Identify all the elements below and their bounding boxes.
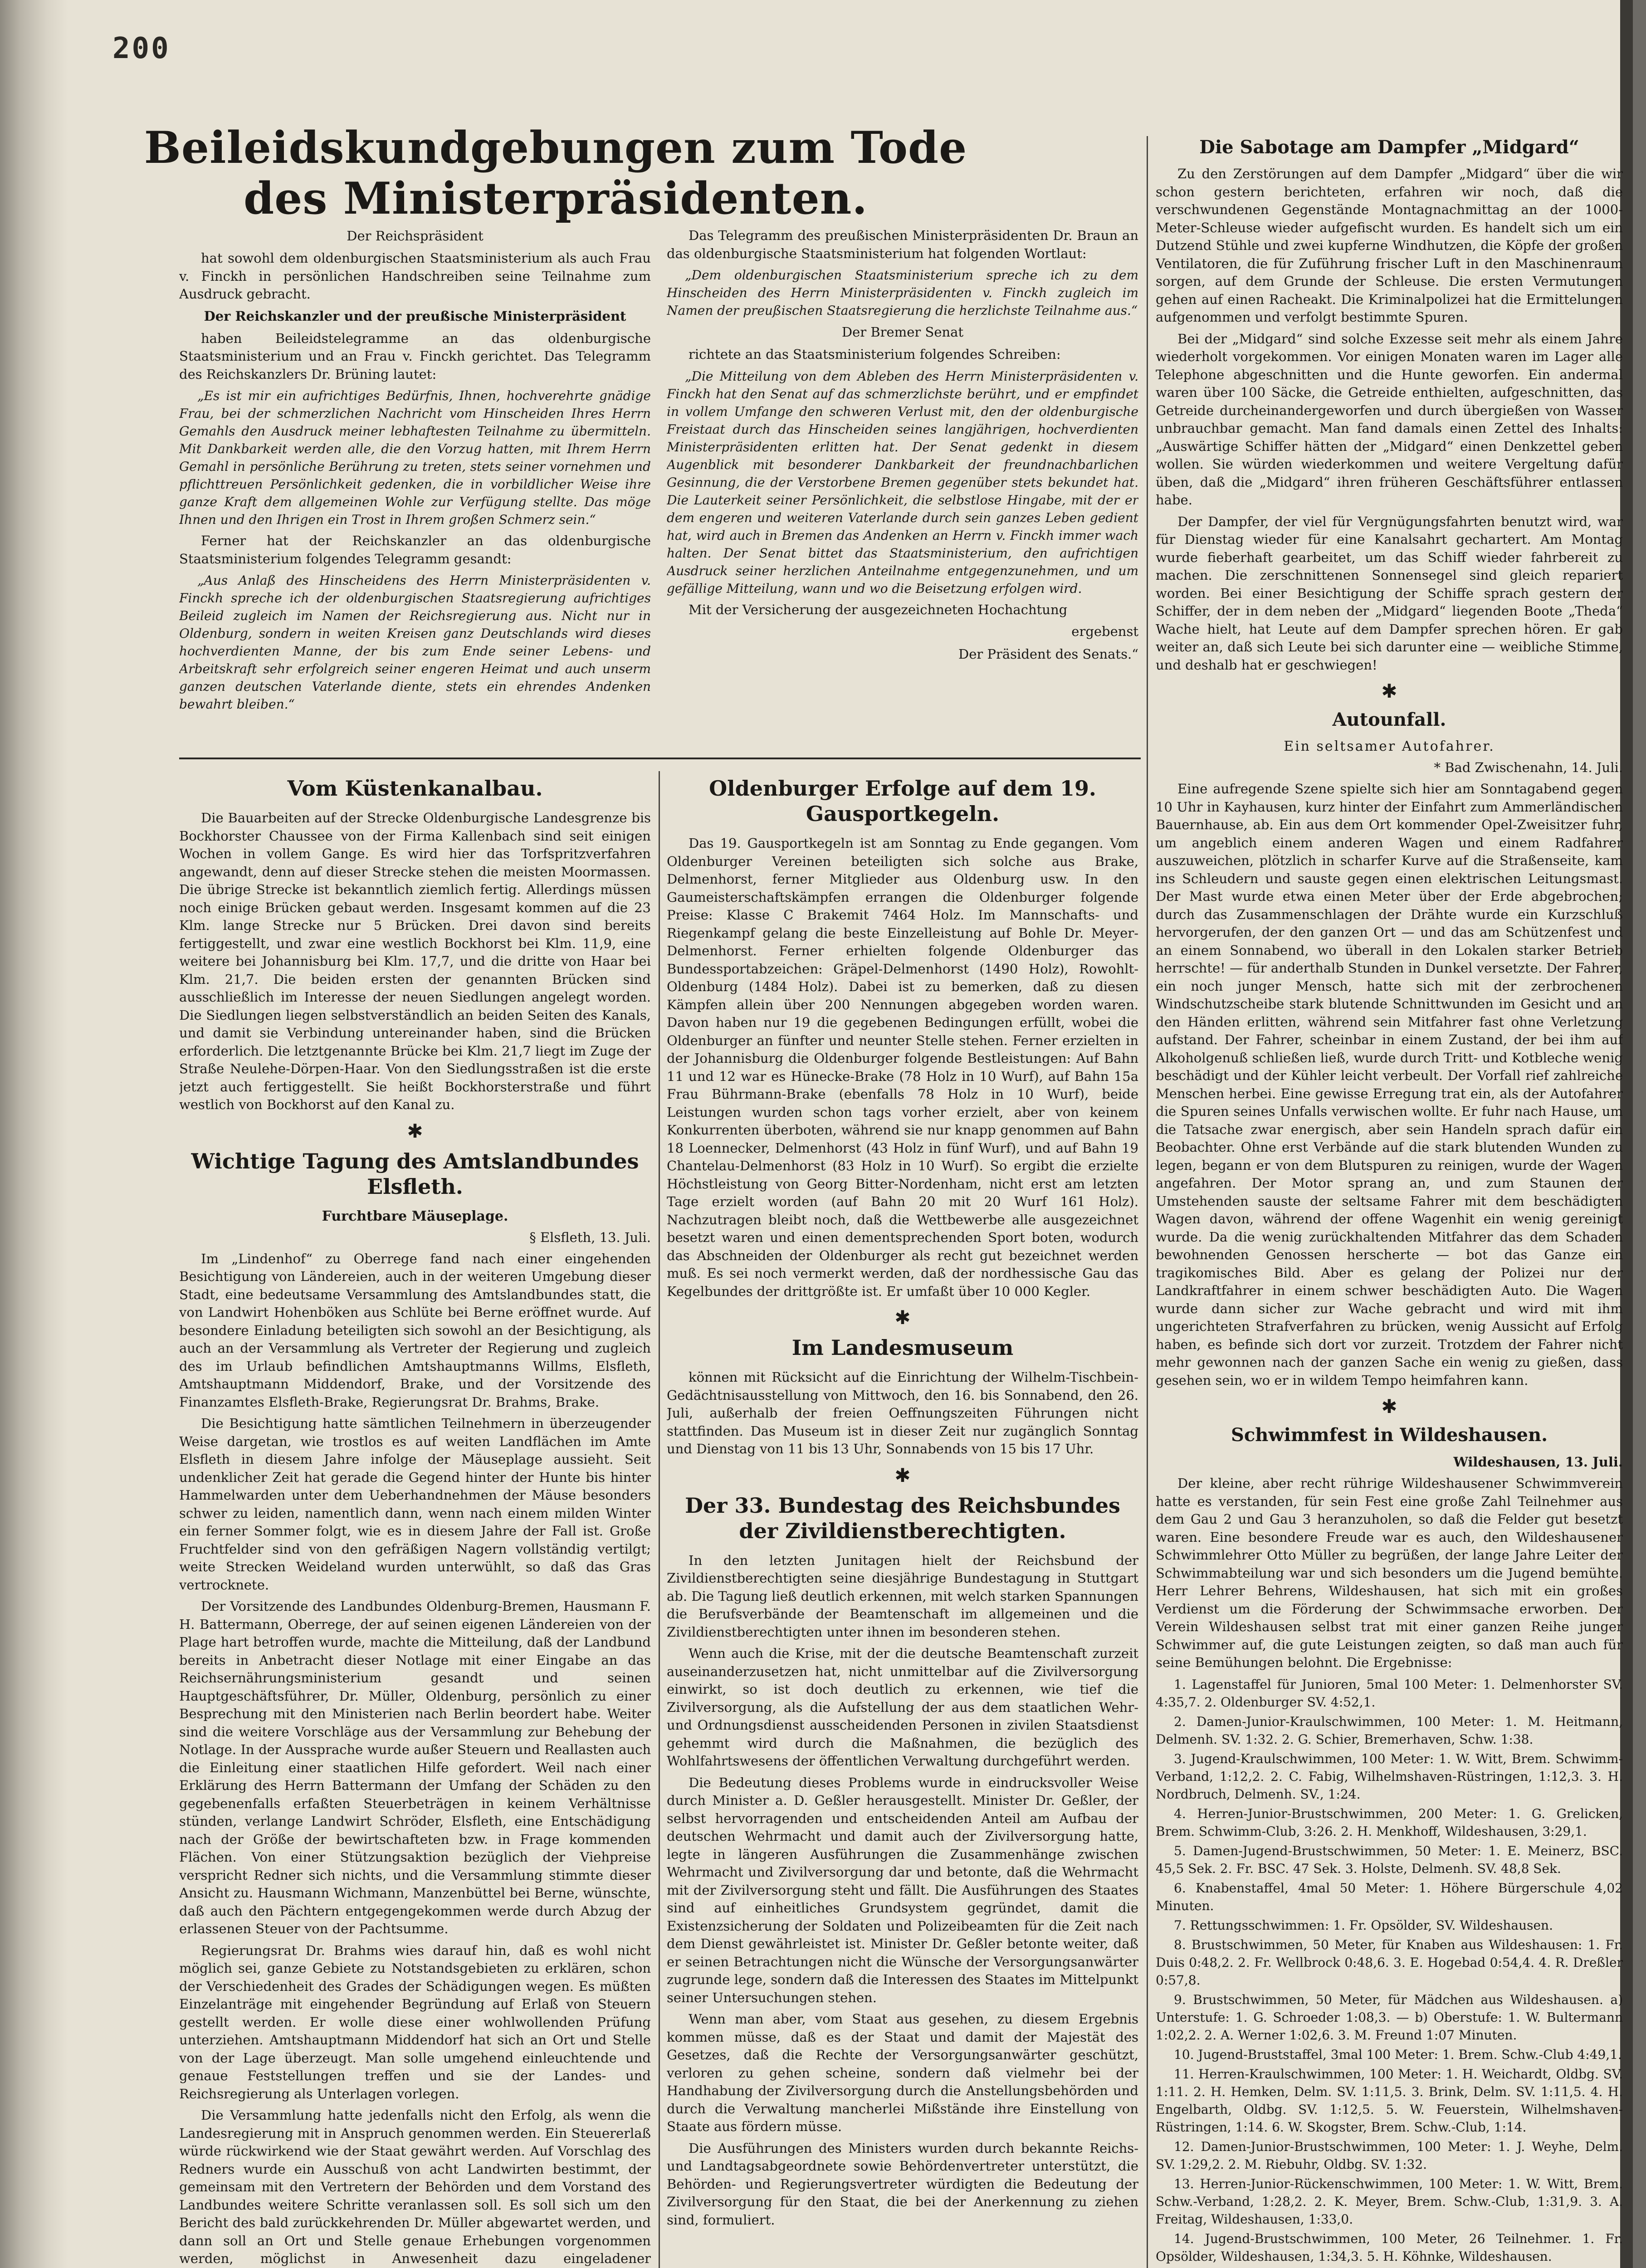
condolence-middle-column [667,227,1138,753]
headline-gausport: Oldenburger Erfolge auf dem 19. Gausportkegeln. [709,776,1096,826]
paragraph: haben Beileidstelegramme an das oldenburgische Staatsministerium und an Frau v. Finckh gerichtet. Das Telegramm des Reichskanzlers Dr. Brüning lautet: [179,330,651,382]
paragraph: Die Bedeutung dieses Problems wurde in eindrucksvoller Weise durch Minister a. D. Geßler herausgestellt. Minister Dr. Geßler, der selbst hervorragenden und entscheidenden Anteil am Aufbau der deutschen Wehrmacht und damit auch der Zivilversorgung hatte, legte in längeren Ausführungen die Zusammenhänge zwischen Wehrmacht und Zivilversorgung dar und betonte, daß die Wehrmacht mit der Zivilversorgung steht und fällt. Die Ausführungen des Staates sind auf einheitliches Grundsystem gegründet, damit die Existenzsicherung der Soldaten und Polizeibeamten für die Zeit nach dem Dienst gewährleistet ist. Minister Dr. Geßler betonte weiter, daß er seinen Betrachtungen nicht die Wünsche der Versorgungsanwärter zugrunde lege, sondern daß die Interessen des Staates im Mittelpunkt seiner Untersuchungen stehen. [667,1774,1138,2005]
condolence-left-column [179,227,651,753]
subheadline: Furchtbare Mäuseplage. [322,1208,508,1224]
paragraph: Das 19. Gausportkegeln ist am Sonntag zu Ende gegangen. Vom Oldenburger Vereinen beteiligten sich solche aus Brake, Delmenhorst, ferner Mitglieder aus Oldenburg usw. In den Gaumeisterschaftskämpfen errangen die Oldenburger folgende Preise: Klasse C Brakemit 7464 Holz. Im Mannschafts- und Riegenkampf gelang die beste Einzelleistung auf Bohle Dr. Meyer-Delmenhorst. Ferner erhielten folgende Oldenburger das Bundessportabzeichen: Gräpel-Delmenhorst (1490 Holz), Rowohlt-Oldenburg (1484 Holz). Dabei ist zu bemerken, daß zu diesen Kämpfen allein über 200 Nennungen abgegeben worden waren. Davon haben nur 19 die gegebenen Bedingungen erfüllt, wobei die Oldenburger an fünfter und neunter Stelle stehen. Ferner erzielten in der Johannisburg die Oldenburger folgende Bestleistungen: Auf Bahn 11 und 12 war es Hünecke-Brake (78 Holz in 10 Wurf), auf Bahn 15a Frau Bührmann-Brake (ebenfalls 78 Holz in 10 Wurf), beide Leistungen wurden schon tags vorher erzielt, aber von keinem Konkurrenten überboten, während sie nur knapp genommen auf Bahn 18 Loennecker, Delmenhorst (43 Holz in fünf Wurf), und auf Bahn 19 Chantelau-Delmenhorst (83 Holz in 10 Wurf). So ergibt die erzielte Höchstleistung von Georg Bitter-Nordenham, nicht erst am letzten Tage erzielt worden (auf Bahn 20 mit 20 Wurf 161 Holz). Nachzutragen bleibt noch, daß die Wettbewerbe alle ausgezeichnet besetzt waren und einen dementsprechenden Sport boten, wodurch das Abschneiden der Oldenburger als recht gut bezeichnet werden muß. Es sei noch vermerkt werden, daß der nordhessische Gau das Kegelbundes der drittgrößte ist. Er umfaßt über 10 000 Kegler. [667,836,1138,1299]
headline-kuestenkanal: Vom Küstenkanalbau. [287,776,543,801]
result-item: 10. Jugend-Bruststaffel, 3mal 100 Meter: 1. Brem. Schw.-Club 4:49,1. [1174,2047,1622,2062]
separator-star: ✱ [894,1306,911,1329]
results-list [1156,1676,1623,2268]
headline-schwimmfest: Schwimmfest in Wildeshausen. [1231,1424,1548,1446]
paragraph: Ferner hat der Reichskanzler an das oldenburgische Staatsministerium folgendes Telegramm gesandt: [179,533,651,567]
horizontal-rule [179,758,1141,759]
paragraph: Regierungsrat Dr. Brahms wies darauf hin, daß es wohl nicht möglich sei, ganze Gebiete zu Notstandsgebieten zu erklären, schon der Verschiedenheit des Grades der Schädigungen wegen. Es müßten Einzelanträge mit eingehender Begründung auf Erlaß von Steuern gestellt werden. Er wolle diese einer wohlwollenden Prüfung unterziehen. Amtshauptmann Middendorf hat sich an Ort und Stelle von der Lage überzeugt. Man solle umgehend einleuchtende und genaue Feststellungen treffen und sie der Landes- und Reichsregierung als Unterlagen vorlegen. [179,1942,651,2102]
paragraph: In den letzten Junitagen hielt der Reichsbund der Zivildienstberechtigten seine diesjährige Bundestagung in Stuttgart ab. Die Tagung ließ deutlich erkennen, mit welch starken Spannungen die Berufsverbände der Beamtenschaft im allgemeinen und die Zivildienstberechtigten unter ihnen im besonderen stehen. [667,1552,1138,1640]
headline-midgard: Die Sabotage am Dampfer „Midgard“ [1199,137,1579,158]
right-column [1156,136,1623,2268]
paragraph: können mit Rücksicht auf die Einrichtung der Wilhelm-Tischbein-Gedächtnisausstellung von Mittwoch, den 16. bis Sonnabend, den 26. Juli, außerhalb der freien Oeffnungszeiten Führungen nicht stattfinden. Das Museum ist in dieser Zeit nur zugänglich Sonntag und Dienstag von 11 bis 13 Uhr, Sonnabends von 15 bis 17 Uhr. [667,1369,1138,1457]
headline-landesmuseum: Im Landesmuseum [791,1335,1014,1360]
separator-star: ✱ [1381,680,1397,702]
paragraph: richtete an das Staatsministerium folgendes Schreiben: [689,347,1061,362]
paragraph: Wenn auch die Krise, mit der die deutsche Beamtenschaft zurzeit auseinanderzusetzen hat, nicht unmittelbar auf die Zivilversorgung einwirkt, so ist doch deutlich zu erkennen, wie tief die Zivilversorgung, als die Aufstellung der aus dem staatlichen Wehr- und Ordnungsdienst ausscheidenden Personen in zivilen Staatsdienst gehemmt wird durch die Maßnahmen, die bezüglich des Wohlfahrtswesens der öffentlichen Verwaltung durchgeführt werden. [667,1646,1138,1769]
paragraph: Der Dampfer, der viel für Vergnügungsfahrten benutzt wird, war für Dienstag wieder für eine Kanalsahrt gechartert. Am Montag wurde fieberhaft gearbeitet, um das Schiff wieder fahrbereit zu machen. Die zerschnittenen Sonnensegel sind gleich repariert worden. Bei einer Besichtigung der Schiffe sprach gestern der Schiffer, der in dem neben der „Midgard“ liegenden Boote „Theda“ Wache hielt, hat Leute auf dem Dampfer sprechen hören. Er gab weiter an, daß sich Leute bei sich darunter eine — weibliche Stimme, und deshalb hat er geschwiegen! [1156,513,1623,673]
dateline: * Bad Zwischenahn, 14. Juli. [1434,760,1623,775]
result-item: 11. Herren-Kraulschwimmen, 100 Meter: 1. H. Weichardt, Oldbg. SV. 1:11. 2. H. Hemken, Delm. SV. 1:11,5. 3. Brink, Delm. SV. 1:11,5. 4. H. Engelbarth, Oldbg. SV. 1:12,5. 5. W. Feuerstein, Wilhelmshaven-Rüstringen, 1:14. 6. W. Skogster, Brem. Schw.-Club, 1:14. [1156,2066,1623,2135]
paragraph: Bei der „Midgard“ sind solche Exzesse seit mehr als einem Jahre wiederholt vorgekommen. Vor einigen Monaten waren im Lager alle Telephone abgeschnitten und die Hunte geworfen. Ein andermal waren über 100 Säcke, die Getreide enthielten, aufgeschnitten, das Getreide durcheinandergeworfen und durch übergießen von Wasser unbrauchbar gemacht. Man fand damals einen Zettel des Inhalts: „Auswärtige Schiffer hätten der „Midgard“ einen Denkzettel geben wollen. Sie würden wiederkommen und weitere Vergeltung dafür üben, daß die „Midgard“ ihren früheren Geschäftsführer entlassen habe. [1156,331,1623,508]
quote: „Es ist mir ein aufrichtiges Bedürfnis, Ihnen, hochverehrte gnädige Frau, bei der schmerzlichen Nachricht vom Hinscheiden Ihres Herrn Gemahls den Ausdruck meiner lebhaftesten Teilnahme zu übermitteln. Mit Dankbarkeit werden alle, die den Vorzug hatten, mit Ihrem Herrn Gemahl in persönliche Berührung zu treten, stets seiner vornehmen und pflichttreuen Persönlichkeit gedenken, die in vorbildlicher Weise ihre ganze Kraft dem allgemeinen Wohle zur Verfügung stellte. Das möge Ihnen und den Ihrigen ein Trost in Ihrem großen Schmerz sein.“ [179,388,651,527]
main-headline: Beileidskundgebungen zum Tode des Ministerpräsidenten. [144,122,967,224]
result-item: 7. Rettungsschwimmen: 1. Fr. Opsölder, SV. Wildeshausen. [1174,1917,1553,1933]
result-item: 8. Brustschwimmen, 50 Meter, für Knaben aus Wildeshausen: 1. Fr. Duis 0:48,2. 2. Fr. Wellbrock 0:48,6. 3. E. Hogebad 0:54,4. 4. R. Dreßler 0:57,8. [1156,1937,1623,1988]
separator-star: ✱ [1381,1395,1397,1418]
column-rule [1147,136,1148,2268]
quote: „Aus Anlaß des Hinscheidens des Herrn Ministerpräsidenten v. Finckh spreche ich der oldenburgischen Staatsregierung aufrichtiges Beileid zugleich im Namen der Reichsregierung aus. Nicht nur in Oldenburg, sondern in weiten Kreisen ganz Deutschlands wird dieses hochverdienten Manne, der bis zum Ende seiner Lebens- und Arbeitskraft sehr erfolgreich seiner engeren Heimat und auch unserm ganzen deutschen Vaterlande diente, stets ein ehrendes Andenken bewahrt bleiben.“ [179,573,651,712]
result-item: 2. Damen-Junior-Kraulschwimmen, 100 Meter: 1. M. Heitmann, Delmenh. SV. 1:32. 2. G. Schier, Bremerhaven, Schw. 1:38. [1156,1714,1623,1747]
closing: ergebenst [1071,624,1138,639]
subheadline: Ein seltsamer Autofahrer. [1284,738,1495,754]
result-item: 6. Knabenstaffel, 4mal 50 Meter: 1. Höhere Bürgerschule 4,02 Minuten. [1156,1880,1623,1913]
quote: „Die Mitteilung von dem Ableben des Herrn Ministerpräsidenten v. Finckh hat den Senat auf das schmerzlichste berührt, und er empfindet in vollem Umfange den schweren Verlust mit, den der oldenburgische Freistaat durch das Hinscheiden seines langjährigen, hochverdienten Ministerpräsidenten erlitten hat. Der Senat gedenkt in diesem Augenblick mit besonderer Dankbarkeit der freundnachbarlichen Gesinnung, die der Verstorbene Bremen gegenüber stets bekundet hat. Die Lauterkeit seiner Persönlichkeit, die selbstlose Hingabe, mit der er dem engeren und weiteren Vaterlande durch sein ganzes Leben gedient hat, wird auch in Bremen das Andenken an Herrn v. Finckh immer wach halten. Der Senat bittet das Staatsministerium, den aufrichtigen Ausdruck seiner herzlichen Anteilnahme entgegenzunehmen, und um gefällige Mitteilung, wann und wo die Beisetzung erfolgen wird. [667,368,1138,596]
paragraph: Zu den Zerstörungen auf dem Dampfer „Midgard“ über die wir schon gestern berichteten, erfahren wir noch, daß die verschwundenen Gegenstände Montagnachmittag an der 1000-Meter-Schleuse wieder aufgefischt wurden. Es handelt sich um ein Dutzend Stühle und zwei kupferne Windhutzen, die Köpfe der großen Ventilatoren, die für Zuführung frischer Luft in den Maschinenraum sorgen, auf dem Grunde der Schleuse. Die ersten Vermutungen gehen auf einen Racheakt. Die Kriminalpolizei hat die Ermittelungen aufgenommen und verfolgt bestimmte Spuren. [1156,166,1623,325]
section-head: Der Reichspräsident [347,228,484,244]
paragraph: Wenn man aber, vom Staat aus gesehen, zu diesem Ergebnis kommen müsse, daß es der Staat und damit der Majestät des Gesetzes, daß die Rechte der Versorgungsanwärter geschützt, verloren zu gehen scheine, sondern daß vielmehr bei der Handhabung der Zivilversorgung durch die Anstellungsbehörden und durch die Verwaltung mancherlei Mißstände ihre Einstellung von Staate aus fördern müsse. [667,2011,1138,2134]
headline-bundestag: Der 33. Bundestag des Reichsbundes der Zivildienstberechtigten. [685,1493,1120,1543]
signature: Der Präsident des Senats.“ [958,646,1138,662]
result-item: 4. Herren-Junior-Brustschwimmen, 200 Meter: 1. G. Grelicken, Brem. Schwimm-Club, 3:26. 2. H. Menkhoff, Wildeshausen, 3:29,1. [1156,1806,1623,1839]
dateline: Wildeshausen, 13. Juli. [1453,1454,1623,1470]
column-rule [659,771,660,2268]
left-column [179,776,651,2268]
result-item: 1. Lagenstaffel für Junioren, 5mal 100 Meter: 1. Delmenhorster SV. 4:35,7. 2. Oldenburger SV. 4:52,1. [1156,1677,1623,1710]
result-item: 5. Damen-Jugend-Brustschwimmen, 50 Meter: 1. E. Meinerz, BSC. 45,5 Sek. 2. Fr. BSC. 47 Sek. 3. Holste, Delmenh. SV. 48,8 Sek. [1156,1843,1623,1876]
paragraph: Die Versammlung hatte jedenfalls nicht den Erfolg, als wenn die Landesregierung mit in Anspruch genommen werden. Ein Steuererlaß würde rückwirkend wie der Staat gewährt werden. Auf Vorschlag des Redners wurde ein Ausschuß von acht Landwirten bestimmt, der gemeinsam mit den Vertretern der Behörden und dem Vorstand des Landbundes weitere Schritte veranlassen soll. Es soll sich um den Bericht des bald zurückkehrenden Dr. Müller abgewartet werden, und dann soll an Ort und Stelle genaue Erhebungen vorgenommen werden, möglichst in Anwesenheit dazu eingeladener [179,2107,651,2266]
paragraph: Die Besichtigung hatte sämtlichen Teilnehmern in überzeugender Weise dargetan, wie trostlos es auf weiten Landflächen im Amte Elsfleth in diesem Jahre infolge der Mäuseplage aussieht. Seit undenklicher Zeit hat gerade die Gegend hinter der Hunte bis hinter Hammelwarden unter dem Ueberhandnehmen der Mäuse besonders schwer zu leiden, namentlich dann, wenn nach einem milden Winter ein ferner Sommer folgt, wie es in diesem Jahre der Fall ist. Große Fruchtfelder sind von den gefräßigen Nagern vollständig vertilgt; weite Strecken Weideland wurden unterwühlt, so daß das Gras vertrocknete. [179,1416,651,1593]
paragraph: Der kleine, aber recht rührige Wildeshausener Schwimmverein hatte es verstanden, für sein Fest eine große Zahl Teilnehmer aus dem Gau 2 und Gau 3 heranzuholen, so daß die Felder gut besetzt waren. Eine besondere Freude war es auch, den Wildeshausener Schwimmlehrer Otto Müller zu begrüßen, der lange Jahre Leiter der Schwimmabteilung war und sich besonders um die Jugend bemühte. Herr Lehrer Behrens, Wildeshausen, hat sich mit ein großes Verdienst um die Förderung der Schwimmsache erworben. Der Verein Wildeshausen selbst trat mit einer ganzen Reihe junger Schwimmer auf, die gute Leistungen zeigten, so daß man auch für seine Bemühungen belohnt. Die Ergebnisse: [1156,1476,1623,1670]
section-head: Der Reichskanzler und der preußische Ministerpräsident [204,308,626,324]
headline-amtslandbund: Wichtige Tagung des Amtslandbundes Elsfleth. [191,1149,639,1199]
quote: „Dem oldenburgischen Staatsministerium spreche ich zu dem Hinscheiden des Herrn Ministerpräsidenten v. Finckh zugleich im Namen der preußischen Staatsregierung die herzlichste Teilnahme aus.“ [667,268,1138,318]
section-head: Der Bremer Senat [841,324,964,340]
middle-column [667,776,1138,2268]
dateline: § Elsfleth, 13. Juli. [529,1229,651,1245]
separator-star: ✱ [894,1464,911,1486]
paragraph: Eine aufregende Szene spielte sich hier am Sonntagabend gegen 10 Uhr in Kayhausen, kurz hinter der Einfahrt zum Ammerländischen Bauernhause, ab. Ein aus dem Ort kommender Opel-Zweisitzer fuhr, um angeblich einem anderen Wagen und einem Radfahrer auszuweichen, plötzlich in scharfer Kurve auf die Straßenseite, kam ins Schleudern und sauste gegen einen elektrischen Leitungsmast. Der Mast wurde etwa einen Meter über der Erde abgebrochen; durch das Zusammenschlagen der Drähte wurde ein Kurzschluß hervorgerufen, der den ganzen Ort — und das am Schützenfest und an einem Sonnabend, wo überall in den Lokalen starker Betrieb herrschte! — für anderthalb Stunden in Dunkel versetzte. Der Fahrer, ein noch junger Mensch, hatte sich mit der zerbrochenen Windschutzscheibe stark blutende Schnittwunden im Gesicht und an den Händen erlitten, während sein Mitfahrer fast ohne Verletzung aufstand. Der Fahrer, scheinbar in einem Zustand, der bei ihm auf Alkoholgenuß schließen ließ, wurde durch Tritt- und Kotbleche wenig beschädigt und der Kühler leicht verbeult. Der Vorfall rief zahlreiche Menschen herbei. Eine gewisse Erregung trat ein, als der Autofahrer die Spuren seines Unfalls verwischen wollte. Er fuhr nach Hause, um die Tatsache zwar energisch, aber sein Handeln sprach dafür ein Beobachter. Ohne erst Verbände auf die stark blutenden Wunden zu legen, begann er von dem Blutspuren zu reinigen, wurde der Wagen angefahren. Der Motor sprang an, und zum Staunen der Umstehenden sauste der seltsame Fahrer mit dem beschädigten Wagen davon, während der offene Wagenhit ein wenig gereinigt wurde. Da die wenig zurückhaltenden Mitfahrer das dem Schaden bewohnenden Genossen herscherte — bot das Ganze ein tragikomisches Bild. Aber es gelang der Polizei nur der Landkraftfahrer in einem schwer beschädigten Auto. Die Wagen wurde dann sicher zur Wache gebracht und wird mit ihm ungerichteten Strafverfahren zu brücken, wenig Aussicht auf Erfolg haben, es befinde sich dort vor zurzeit. Trotzdem der Fahrer nicht mehr gewonnen nach der ganzen Sache ein wenig zu gießen, dass gesehen sein, wo er in wildem Tempo heimfahren kann. [1156,781,1623,1388]
paragraph: Die Ausführungen des Ministers wurden durch bekannte Reichs- und Landtagsabgeordnete sowie Behördenvertreter unterstützt, die Behörden- und Regierungsvertreter würdigten die Bedeutung der Zivilversorgung für den Staat, die bei der Anerkennung zu ziehen sind, formuliert. [667,2140,1138,2228]
page-number: 200 [112,32,171,65]
paragraph: hat sowohl dem oldenburgischen Staatsministerium als auch Frau v. Finckh in persönlichen Handschreiben seine Teilnahme zum Ausdruck gebracht. [179,250,651,302]
separator-star: ✱ [407,1119,423,1142]
result-item: 14. Jugend-Brustschwimmen, 100 Meter, 26 Teilnehmer. 1. Fr. Opsölder, Wildeshausen, 1:34,3. 5. H. Köhnke, Wildeshausen. [1156,2231,1623,2264]
result-item: 3. Jugend-Kraulschwimmen, 100 Meter: 1. W. Witt, Brem. Schwimm-Verband, 1:12,2. 2. C. Fabig, Wilhelmshaven-Rüstringen, 1:12,3. 3. H. Nordbruch, Delmenh. SV., 1:24. [1156,1751,1623,1802]
result-item: 13. Herren-Junior-Rückenschwimmen, 100 Meter: 1. W. Witt, Brem. Schw.-Verband, 1:28,2. 2. K. Meyer, Brem. Schw.-Club, 1:31,9. 3. A. Freitag, Wildeshausen, 1:33,0. [1156,2176,1623,2227]
paragraph: Die Bauarbeiten auf der Strecke Oldenburgische Landesgrenze bis Bockhorster Chaussee von der Firma Kallenbach sind seit einigen Wochen in vollem Gange. Es wird hier das Torfspritzverfahren angewandt, denn auf dieser Strecke stehen die meisten Moormassen. Die übrige Strecke ist bekanntlich ziemlich fertig. Allerdings müssen noch einige Brücken gebaut werden. Insgesamt kommen auf die 23 Klm. lange Strecke nur 5 Brücken. Drei davon sind bereits fertiggestellt, und zwar eine westlich Bockhorst bei Klm. 11,9, eine weitere bei Johannisburg bei Klm. 17,7, und die dritte von Haar bei Klm. 21,7. Die beiden ersten der genannten Brücken sind ausschließlich im Interesse der neuen Siedlungen angelegt worden. Die Siedlungen liegen selbstverständlich an beiden Seiten des Kanals, und damit sie Verbindung untereinander haben, sind die Brücken erforderlich. Die letztgenannte Brücke bei Klm. 21,7 liegt im Zuge der Straße Neulehe-Dörpen-Haar. Von den Siedlungsstraßen ist die erste jetzt auch fertiggestellt. Sie heißt Bockhorsterstraße und führt westlich von Bockhorst auf den Kanal zu. [179,810,651,1112]
result-item: 12. Damen-Junior-Brustschwimmen, 100 Meter: 1. J. Weyhe, Delm. SV. 1:29,2. 2. M. Riebuhr, Oldbg. SV. 1:32. [1156,2139,1623,2172]
paragraph: Das Telegramm des preußischen Ministerpräsidenten Dr. Braun an das oldenburgische Staatsministerium hat folgenden Wortlaut: [667,228,1138,261]
paragraph: Der Vorsitzende des Landbundes Oldenburg-Bremen, Hausmann F. H. Battermann, Oberrege, der auf seinen eigenen Ländereien von der Plage hart betroffen wurde, machte die Mitteilung, daß der Landbund bereits in Anbetracht dieser Notlage mit einer Eingabe an das Reichsernährungsministerium gesandt und seinen Hauptgeschäftsführer, Dr. Müller, Oldenburg, persönlich zu einer Besprechung mit den Ministerien nach Berlin beordert habe. Weiter sind die weitere Vorschläge aus der Versammlung zur Behebung der Notlage. In der Aussprache wurde außer Steuern und Reallasten auch die Einleitung einer staatlichen Hilfe gefordert. Weil nach einer Erklärung des Herrn Battermann der Umfang der Schäden zu den gegebenenfalls erfaßten Steuerbeträgen in keinem Verhältnisse stünden, verlange Landwirt Schröder, Elsfleth, eine Entschädigung nach der Größe der bewirtschafteten bzw. in Frage kommenden Flächen. Von einer Stützungsaktion bezüglich der Viehpreise verspricht Redner sich nichts, und die Versammlung stimmte dieser Ansicht zu. Hausmann Wichmann, Manzenbüttel bei Berne, wünschte, daß auch den Pächtern entgegengekommen werde durch Abzug der erlassenen Steuer von der Pachtsumme. [179,1598,651,1936]
result-item: 9. Brustschwimmen, 50 Meter, für Mädchen aus Wildeshausen. a) Unterstufe: 1. G. Schroeder 1:08,3. — b) Oberstufe: 1. W. Bultermann 1:02,2. 2. A. Werner 1:02,6. 3. M. Freund 1:07 Minuten. [1156,1992,1623,2043]
page-binding-shadow [0,0,68,2268]
paragraph: Mit der Versicherung der ausgezeichneten Hochachtung [689,601,1068,617]
paragraph: Im „Lindenhof“ zu Oberrege fand nach einer eingehenden Besichtigung von Ländereien, auch in der weiteren Umgebung dieser Stadt, eine bedeutsame Versammlung des Amtslandbundes statt, die von Landwirt Hohenböken aus Schlüte bei Berne eröffnet wurde. Auf besondere Einladung beteiligten sich sowohl an der Besichtigung, als auch an der Versammlung als Vertreter der Regierung und zugleich des im Urlaub befindlichen Amtshauptmanns Willms, Elsfleth, Amtshauptmann Middendorf, Brake, und der Vorsitzende des Finanzamtes Elsfleth-Brake, Regierungsrat Dr. Brahms, Brake. [179,1251,651,1410]
headline-autounfall: Autounfall. [1332,709,1446,730]
